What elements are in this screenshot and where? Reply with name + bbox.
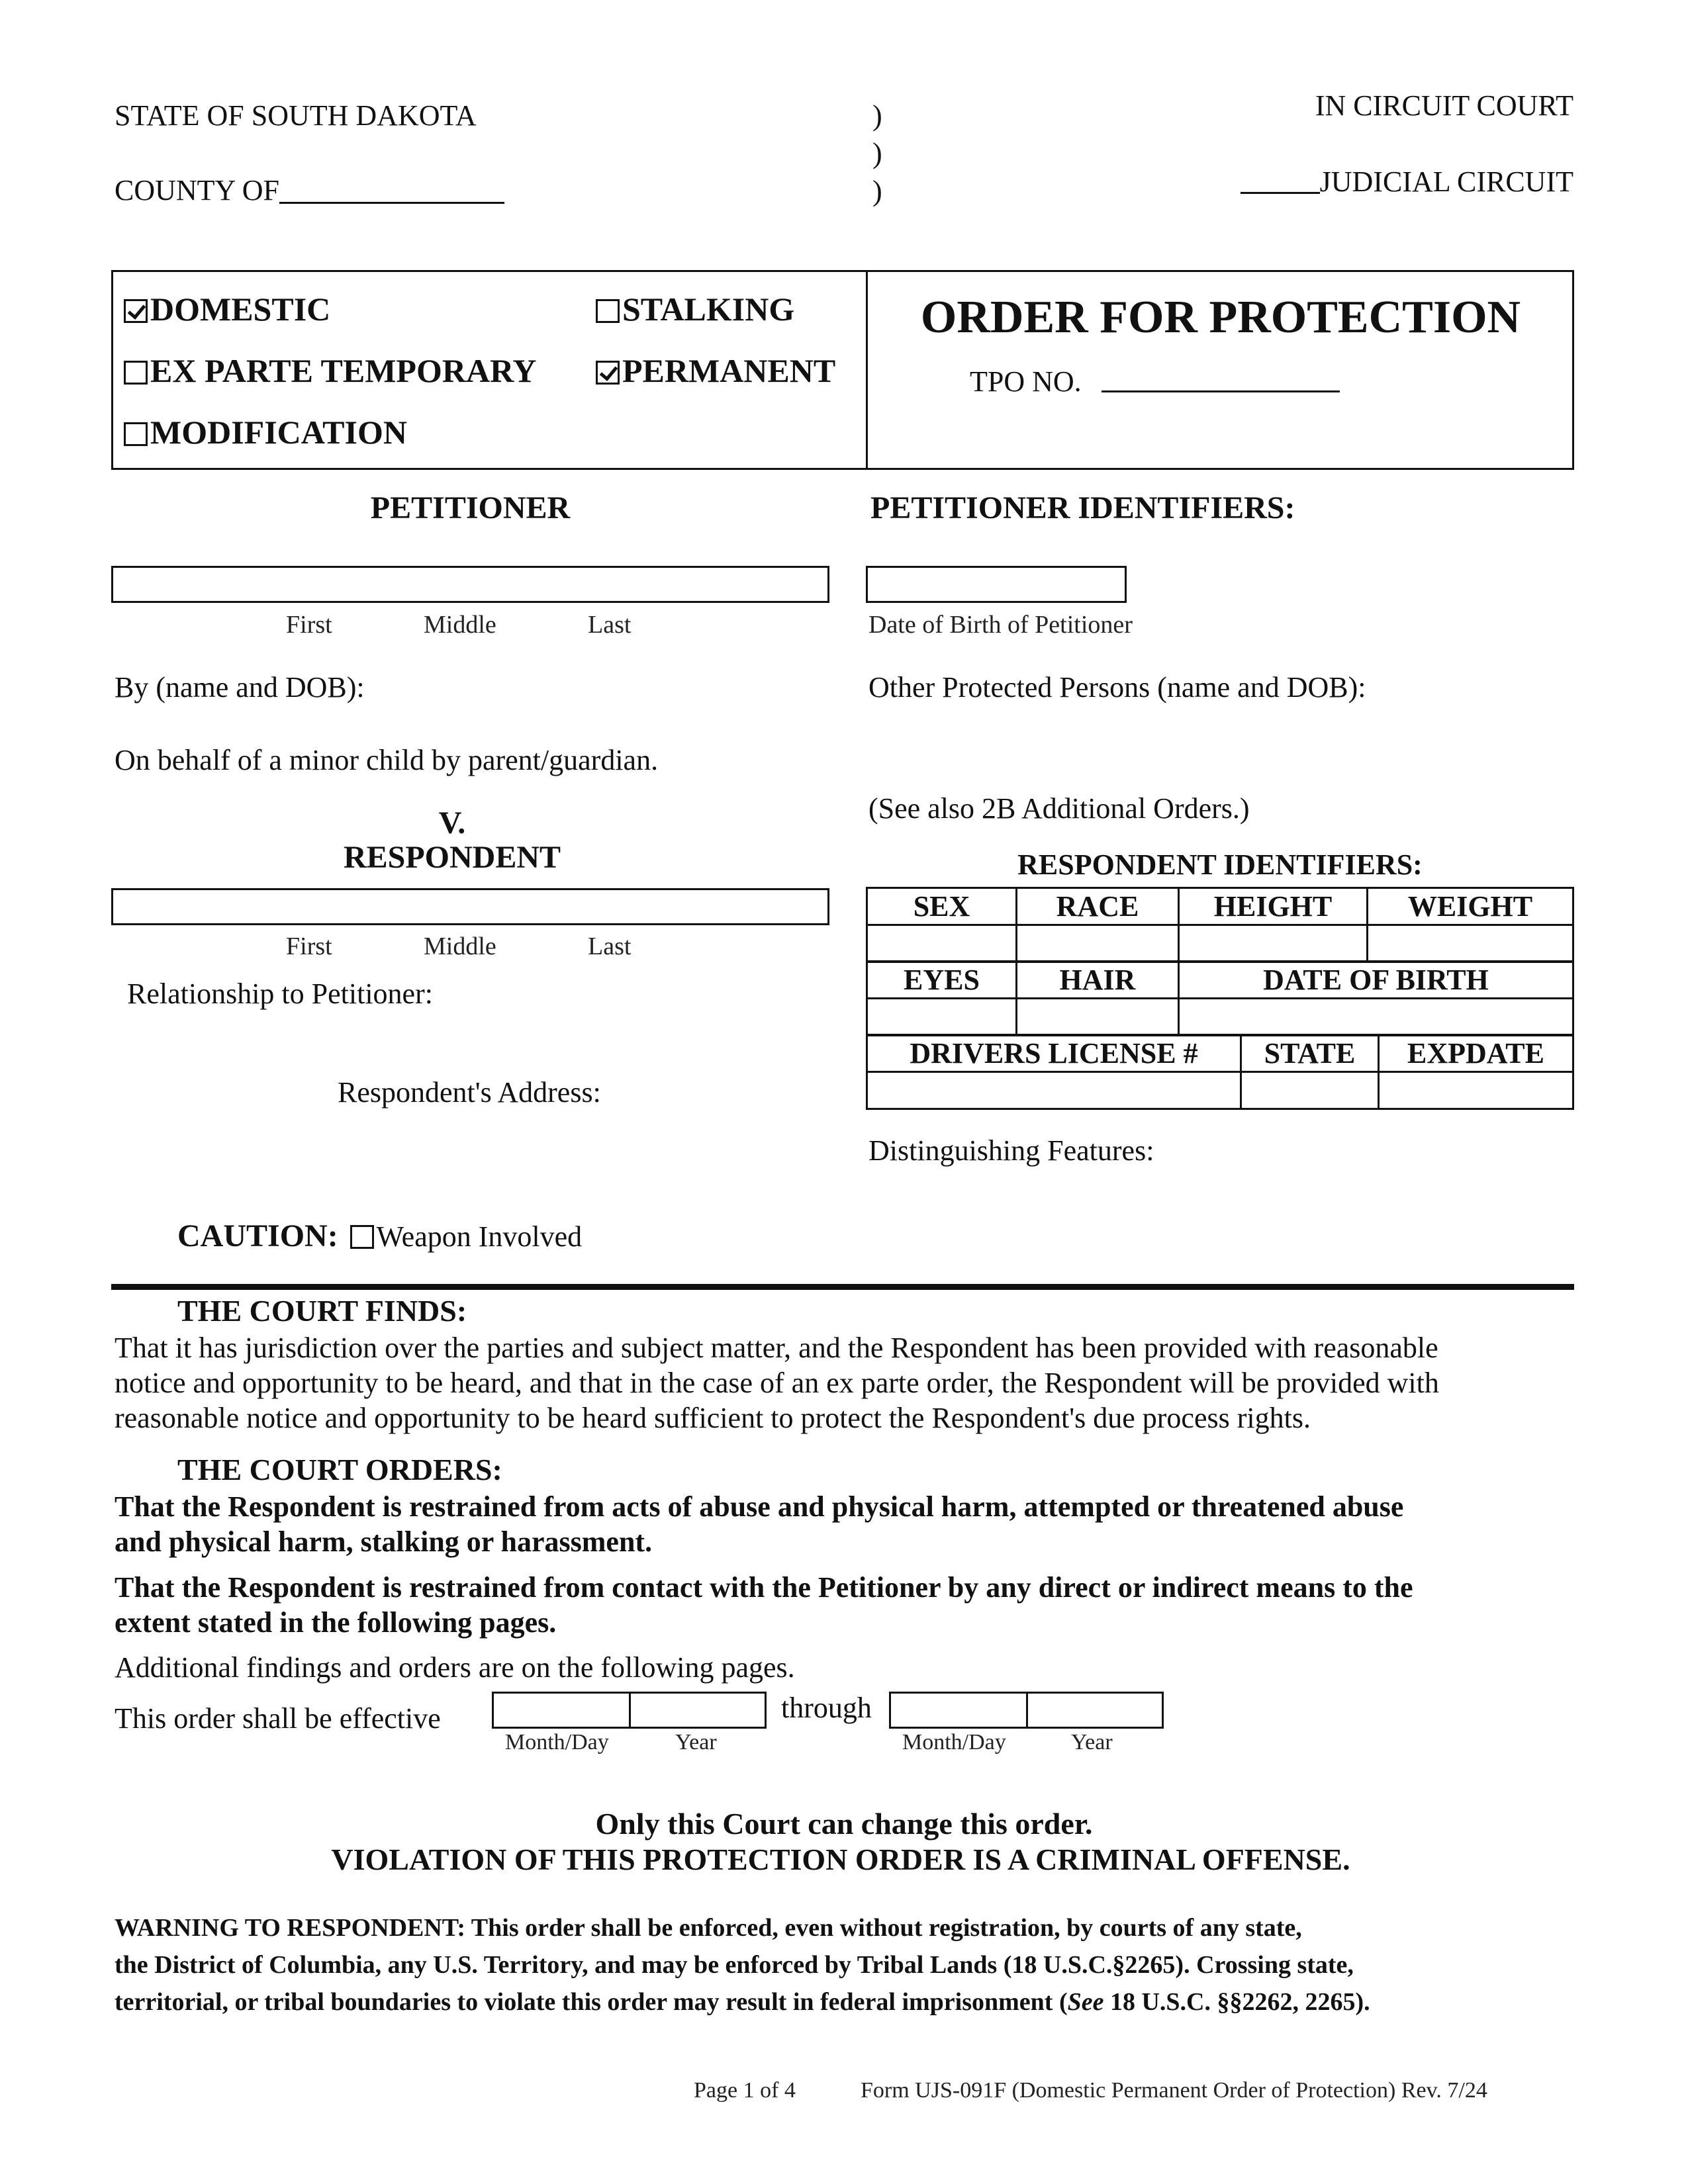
only-court-notice: Only this Court can change this order. [595, 1807, 1093, 1841]
warning-line-3-b: 18 U.S.C. §§2262, 2265). [1103, 1988, 1370, 2016]
checkbox-domestic-label: DOMESTIC [150, 291, 331, 328]
court-orders-heading: THE COURT ORDERS: [177, 1453, 502, 1486]
checkbox-permanent-box[interactable] [596, 361, 620, 385]
sex-header: SEX [867, 888, 1017, 925]
effective-start-year[interactable] [629, 1692, 767, 1729]
warning-line-1: WARNING TO RESPONDENT: This order shall be enforced, even without registration, by courts of any state, [115, 1914, 1302, 1942]
court-finds-text [115, 1330, 1439, 1435]
warning-line-3 [115, 1983, 1370, 2021]
hair-header: HAIR [1017, 962, 1179, 999]
through-label: through [781, 1692, 872, 1724]
checkbox-modification-box[interactable] [124, 422, 148, 446]
effective-label: This order shall be effective [115, 1702, 441, 1735]
checkbox-ex-parte-box[interactable] [124, 361, 148, 385]
expdate-header: EXPDATE [1379, 1035, 1573, 1072]
section-divider [111, 1284, 1574, 1290]
checkbox-ex-parte[interactable] [124, 351, 537, 390]
order-1-line-2: and physical harm, stalking or harassment. [115, 1525, 653, 1558]
county-label-text: COUNTY OF [115, 174, 279, 206]
state-header: STATE [1241, 1035, 1379, 1072]
petitioner-name-input[interactable] [111, 566, 829, 603]
weapon-label: Weapon Involved [376, 1220, 583, 1253]
height-header: HEIGHT [1179, 888, 1368, 925]
violation-notice: VIOLATION OF THIS PROTECTION ORDER IS A CRIMINAL OFFENSE. [331, 1843, 1350, 1876]
order-2-line-2: extent stated in the following pages. [115, 1606, 557, 1639]
effective-start-monthday[interactable] [492, 1692, 631, 1729]
expdate-cell[interactable] [1379, 1072, 1573, 1109]
circuit-blank[interactable] [1241, 167, 1320, 194]
judicial-circuit [1241, 165, 1573, 199]
county-blank[interactable] [279, 177, 504, 204]
state-cell[interactable] [1241, 1072, 1379, 1109]
respondent-identifiers-heading: RESPONDENT IDENTIFIERS: [1017, 848, 1423, 881]
start-monthday-label: Month/Day [505, 1730, 609, 1754]
circuit-label: JUDICIAL CIRCUIT [1319, 165, 1573, 198]
distinguishing-features-label: Distinguishing Features: [868, 1134, 1154, 1167]
see-also-text: (See also 2B Additional Orders.) [868, 792, 1250, 825]
sex-cell[interactable] [867, 925, 1017, 962]
order-1-line-1: That the Respondent is restrained from acts of abuse and physical harm, attempted or threatened abuse [115, 1490, 1404, 1523]
page-number: Page 1 of 4 [694, 2078, 796, 2103]
license-header: DRIVERS LICENSE # [867, 1035, 1241, 1072]
on-behalf-text: On behalf of a minor child by parent/guardian. [115, 744, 659, 776]
caution-label: CAUTION: [177, 1218, 338, 1253]
race-header: RACE [1017, 888, 1179, 925]
petitioner-middle-label: Middle [424, 611, 496, 639]
checkbox-modification-label: MODIFICATION [150, 414, 407, 451]
respondent-id-table-2 [866, 960, 1574, 1036]
end-monthday-label: Month/Day [902, 1730, 1006, 1754]
tpo-blank[interactable] [1102, 365, 1340, 392]
effective-end-monthday[interactable] [889, 1692, 1028, 1729]
effective-end-year[interactable] [1026, 1692, 1164, 1729]
dob-header: DATE OF BIRTH [1179, 962, 1573, 999]
order-2-text [115, 1570, 1413, 1640]
petitioner-first-label: First [286, 611, 332, 639]
warning-line-3-a: territorial, or tribal boundaries to violate this order may result in federal imprisonment ( [115, 1988, 1068, 2016]
eyes-cell[interactable] [867, 999, 1017, 1036]
checkbox-domestic-box[interactable] [124, 299, 148, 323]
petitioner-dob-input[interactable] [866, 566, 1127, 603]
hair-cell[interactable] [1017, 999, 1179, 1036]
respondent-last-label: Last [588, 933, 632, 960]
other-protected-label: Other Protected Persons (name and DOB): [868, 671, 1366, 704]
start-year-label: Year [675, 1730, 717, 1754]
warning-line-3-see: See [1067, 1988, 1104, 2016]
petitioner-dob-label: Date of Birth of Petitioner [868, 611, 1133, 639]
checkbox-permanent[interactable] [596, 351, 835, 390]
form-id: Form UJS-091F (Domestic Permanent Order of Protection) Rev. 7/24 [861, 2078, 1487, 2103]
warning-line-2: the District of Columbia, any U.S. Territory, and may be enforced by Tribal Lands (18 U.S.C.§2265). Crossing state, [115, 1951, 1354, 1979]
petitioner-identifiers-heading: PETITIONER IDENTIFIERS: [870, 490, 1295, 525]
checkbox-stalking[interactable] [596, 290, 794, 328]
weight-header: WEIGHT [1368, 888, 1573, 925]
license-cell[interactable] [867, 1072, 1241, 1109]
tpo-number [970, 365, 1340, 399]
court-finds-heading: THE COURT FINDS: [177, 1294, 467, 1328]
warning-text [115, 1909, 1370, 2021]
order-2-line-1: That the Respondent is restrained from contact with the Petitioner by any direct or indirect means to the [115, 1571, 1413, 1604]
additional-findings-text: Additional findings and orders are on the following pages. [115, 1651, 795, 1684]
eyes-header: EYES [867, 962, 1017, 999]
petitioner-by-label: By (name and DOB): [115, 671, 365, 704]
page-title: ORDER FOR PROTECTION [920, 292, 1521, 343]
checkbox-permanent-label: PERMANENT [622, 352, 836, 389]
weapon-checkbox[interactable] [350, 1225, 374, 1249]
relationship-label: Relationship to Petitioner: [127, 978, 433, 1010]
state-name: STATE OF SOUTH DAKOTA [115, 99, 477, 132]
end-year-label: Year [1071, 1730, 1113, 1754]
court-name: IN CIRCUIT COURT [1315, 89, 1573, 122]
court-finds-line-2: notice and opportunity to be heard, and that in the case of an ex parte order, the Respondent will be provided with [115, 1367, 1439, 1399]
paren-3: ) [872, 175, 882, 207]
court-finds-line-1: That it has jurisdiction over the parties and subject matter, and the Respondent has been provided with reasonable [115, 1332, 1438, 1364]
petitioner-last-label: Last [588, 611, 632, 639]
respondent-name-input[interactable] [111, 888, 829, 925]
paren-1: ) [872, 99, 882, 132]
weight-cell[interactable] [1368, 925, 1573, 962]
county-label [115, 174, 504, 208]
checkbox-ex-parte-label: EX PARTE TEMPORARY [150, 352, 537, 389]
height-cell[interactable] [1179, 925, 1368, 962]
checkbox-domestic[interactable] [124, 290, 330, 328]
tpo-label: TPO NO. [970, 365, 1082, 398]
respondent-id-table-1 [866, 887, 1574, 963]
checkbox-stalking-box[interactable] [596, 299, 620, 323]
dob-cell[interactable] [1179, 999, 1573, 1036]
versus-label: V. [438, 805, 466, 841]
checkbox-modification[interactable] [124, 413, 407, 451]
respondent-address-label: Respondent's Address: [338, 1076, 601, 1109]
petitioner-heading: PETITIONER [370, 490, 571, 525]
respondent-middle-label: Middle [424, 933, 496, 960]
paren-2: ) [872, 137, 882, 169]
order-1-text [115, 1489, 1403, 1559]
respondent-id-table-3 [866, 1034, 1574, 1110]
respondent-heading: RESPONDENT [343, 840, 561, 875]
race-cell[interactable] [1017, 925, 1179, 962]
respondent-first-label: First [286, 933, 332, 960]
checkbox-stalking-label: STALKING [622, 291, 795, 328]
court-finds-line-3: reasonable notice and opportunity to be heard sufficient to protect the Respondent's due process rights. [115, 1402, 1311, 1434]
caution-row [177, 1218, 582, 1254]
